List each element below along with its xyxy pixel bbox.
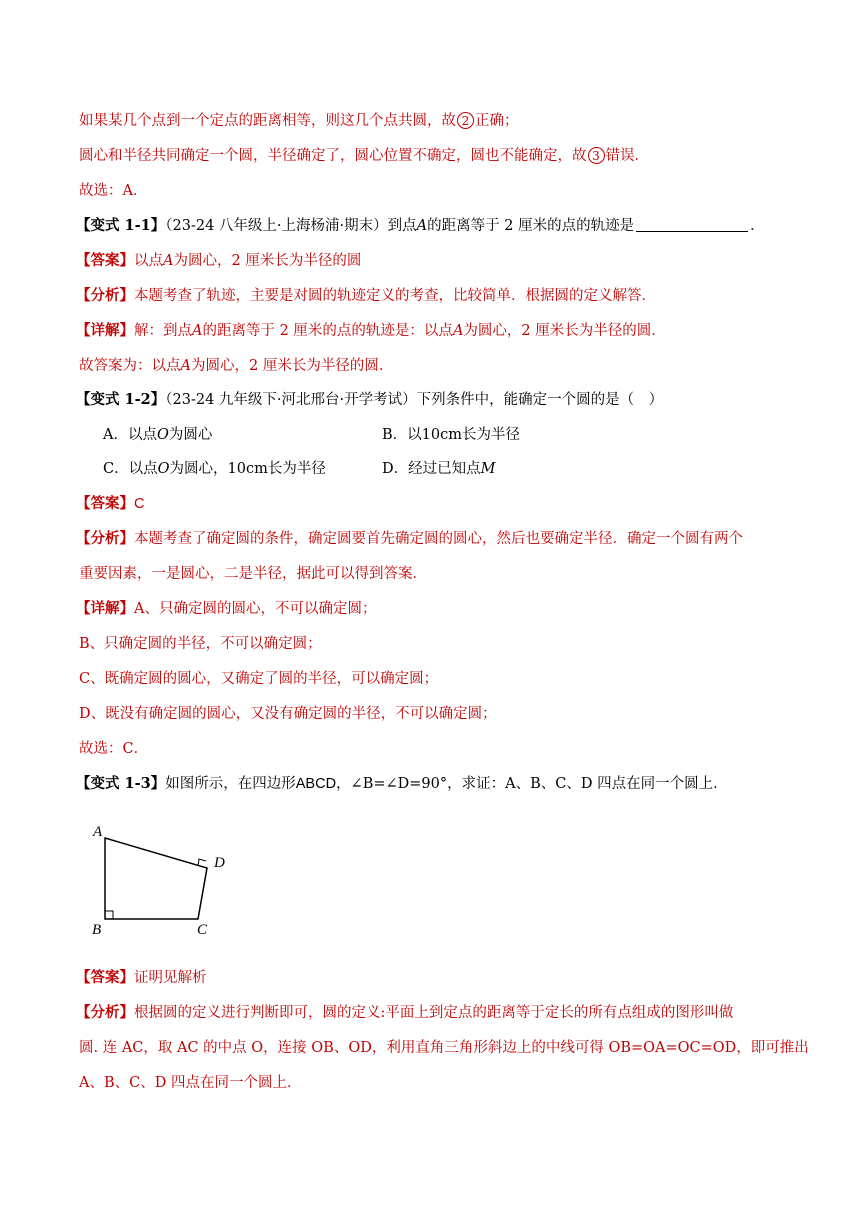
v12-question	[76, 390, 663, 410]
label-c: C	[197, 922, 208, 938]
v11-detail-post: 为圆心，2 厘米长为半径的圆．	[463, 323, 666, 339]
v12-option-b	[382, 425, 520, 445]
v11-detail-tag: 【详解】	[76, 322, 134, 339]
v12-optC-var: O	[157, 461, 170, 477]
v13-analysis-3: A、B、C、D 四点在同一个圆上．	[79, 1075, 302, 1091]
v13-analysis-2: 圆. 连 AC，取 AC 的中点 O，连接 OB、OD，利用直角三角形斜边上的中线可得 OB=OA=OC=OD，即可推出	[79, 1040, 809, 1056]
quadrilateral-abcd	[105, 838, 207, 919]
v13-tag: 【变式 1-3】	[76, 775, 166, 792]
v11-answer-var: A	[163, 253, 174, 269]
circled-number-2: 2	[457, 112, 474, 129]
v11-final	[79, 356, 393, 376]
v12-tag: 【变式 1-2】	[76, 391, 166, 408]
v12-optD-l: D．经过已知点	[382, 461, 481, 477]
v12-detail-2: B、只确定圆的半径，不可以确定圆；	[79, 636, 322, 652]
label-b: B	[92, 922, 102, 938]
prev-choice: 故选：A．	[79, 183, 148, 199]
v12-optA-l: A．以点	[103, 427, 157, 443]
v12-analysis-text-1: 本题考查了确定圆的条件，确定圆要首先确定圆的圆心，然后也要确定半径．确定一个圆有两个	[134, 531, 743, 547]
v11-detail-pre: 解：到点	[134, 323, 192, 339]
v13-analysis-tag: 【分析】	[76, 1004, 134, 1021]
v12-analysis-1	[76, 529, 743, 549]
v12-optA-r: 为圆心	[168, 427, 213, 443]
v11-tag: 【变式 1-1】	[76, 217, 166, 234]
v12-option-c	[103, 459, 326, 479]
v12-analysis-2: 重要因素，一是圆心，二是半径，据此可以得到答案．	[79, 566, 427, 582]
v11-answer-post: 为圆心，2 厘米长为半径的圆	[173, 253, 362, 269]
v11-question	[76, 216, 765, 236]
v11-source: （23-24 八年级上·上海杨浦·期末）	[165, 218, 388, 234]
prev-line-1-text: 如果某几个点到一个定点的距离相等，则这几个点共圆，故	[79, 113, 456, 129]
v13-answer-tag: 【答案】	[76, 969, 134, 986]
v13-q-mid: ，∠B=∠D=90°，求证：A、B、C、D 四点在同一个圆上．	[336, 776, 728, 792]
v12-optD-var: M	[480, 461, 496, 477]
prev-line-2-end: 错误．	[605, 148, 649, 164]
v12-option-a	[103, 425, 212, 445]
v11-q-var: A	[416, 218, 428, 234]
answer-blank	[636, 217, 748, 232]
v12-detail-text-1: A、只确定圆的圆心，不可以确定圆；	[134, 601, 377, 617]
v13-answer	[76, 968, 207, 988]
v13-q-shape: ABCD	[295, 776, 337, 792]
v11-q-post: 的距离等于 2 厘米的点的轨迹是	[427, 218, 635, 234]
v12-analysis-tag: 【分析】	[76, 530, 134, 547]
v11-detail-mid: 的距离等于 2 厘米的点的轨迹是：以点	[202, 323, 453, 339]
v11-final-post: 为圆心，2 厘米长为半径的圆．	[190, 358, 394, 374]
v12-optC-r: 长为半径	[267, 461, 326, 477]
label-d: D	[214, 855, 225, 871]
v12-answer-value: C	[134, 496, 145, 512]
v12-optB-val: 10cm	[421, 427, 462, 443]
v12-optB-l: B．以	[382, 427, 422, 443]
v11-detail-var1: A	[192, 323, 203, 339]
v11-answer	[76, 251, 361, 271]
v11-q-end: ．	[750, 218, 765, 234]
prev-line-1	[79, 111, 519, 131]
prev-line-2	[79, 146, 649, 166]
v11-detail	[76, 321, 666, 341]
right-angle-mark-b	[105, 911, 113, 919]
v12-optB-r: 长为半径	[461, 427, 520, 443]
v13-answer-value: 证明见解析	[134, 970, 207, 986]
v12-optC-l: C．以点	[103, 461, 158, 477]
v12-detail-4: D、既没有确定圆的圆心，又没有确定圆的半径，不可以确定圆；	[79, 706, 497, 722]
v12-detail-tag: 【详解】	[76, 600, 134, 617]
label-a: A	[93, 824, 103, 840]
v12-optA-var: O	[156, 427, 169, 443]
prev-line-2-text: 圆心和半径共同确定一个圆，半径确定了，圆心位置不确定，圆也不能确定，故	[79, 148, 587, 164]
v12-detail-1	[76, 599, 376, 619]
v12-optC-val: 10cm	[227, 461, 268, 477]
v13-analysis-text-1: 根据圆的定义进行判断即可，圆的定义:平面上到定点的距离等于定长的所有点组成的图形叫做	[134, 1005, 734, 1021]
v11-analysis-text: 本题考查了轨迹，主要是对圆的轨迹定义的考查，比较简单．根据圆的定义解答．	[134, 288, 656, 304]
v11-detail-var2: A	[452, 323, 464, 339]
v11-answer-tag: 【答案】	[76, 252, 134, 269]
v11-final-pre: 故答案为：以点	[79, 358, 181, 374]
v11-answer-pre: 以点	[134, 253, 163, 269]
quadrilateral-figure	[86, 818, 246, 940]
v12-choice: 故选：C．	[79, 741, 149, 757]
v12-optC-m: 为圆心，	[169, 461, 228, 477]
circled-number-3: 3	[588, 147, 605, 164]
v13-question	[76, 774, 728, 794]
v12-detail-3: C、既确定圆的圆心，又确定了圆的半径，可以确定圆；	[79, 671, 439, 687]
v11-q-pre: 到点	[387, 218, 417, 234]
v12-option-d	[382, 459, 495, 479]
v11-final-var: A	[180, 358, 191, 374]
v12-source: （23-24 九年级下·河北邢台·开学考试）	[165, 392, 417, 408]
v12-answer-tag: 【答案】	[76, 495, 134, 512]
v12-q: 下列条件中，能确定一个圆的是（ ）	[416, 392, 664, 408]
v13-analysis-1	[76, 1003, 733, 1023]
prev-line-1-end: 正确；	[475, 113, 519, 129]
v13-q-pre: 如图所示，在四边形	[165, 776, 296, 792]
v11-analysis	[76, 286, 656, 306]
v11-analysis-tag: 【分析】	[76, 287, 134, 304]
v12-answer	[76, 494, 144, 514]
